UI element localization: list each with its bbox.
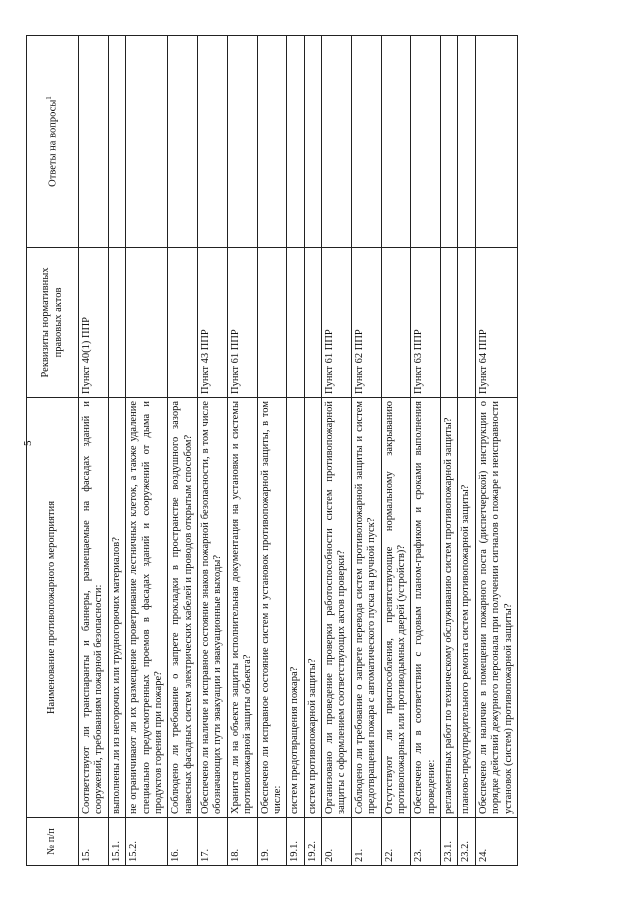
row-reference [108, 248, 125, 398]
row-answer-cell[interactable] [287, 36, 304, 248]
table-row [126, 36, 168, 866]
header-answers [27, 36, 79, 248]
row-reference: Пункт 64 ППР [475, 248, 517, 398]
header-name: Наименование противопожарного мероприятия [27, 398, 79, 818]
table-row [351, 36, 381, 866]
row-measure-text: Соблюдено ли требование о запрете прокладки в пространстве воздушного зазора навесных фасадных систем электрических кабелей и проводов открытым способом? [168, 398, 198, 818]
row-answer-cell[interactable] [475, 36, 517, 248]
row-reference [126, 248, 168, 398]
rotated-table-container [26, 36, 606, 866]
table-row [304, 36, 321, 866]
row-measure-text: планово-предупредительного ремонта систем противопожарной защиты? [458, 398, 475, 818]
row-answer-cell[interactable] [108, 36, 125, 248]
row-reference: Пункт 61 ППР [227, 248, 257, 398]
row-number: 16. [168, 818, 198, 866]
header-ref: Реквизиты нормативных правовых актов [27, 248, 79, 398]
row-answer-cell[interactable] [227, 36, 257, 248]
row-number: 15. [79, 818, 109, 866]
table-row [198, 36, 228, 866]
row-number: 22. [381, 818, 411, 866]
row-measure-text: систем противопожарной защиты? [304, 398, 321, 818]
header-num: № п/п [27, 818, 79, 866]
row-number: 23. [411, 818, 441, 866]
row-reference [287, 248, 304, 398]
row-measure-text: Хранится ли на объекте защиты исполнительная документация на установки и системы противопожарной защиты объекта? [227, 398, 257, 818]
row-reference: Пункт 63 ППР [411, 248, 441, 398]
row-measure-text: Обеспечено ли исправное состояние систем и установок противопожарной защиты, в том числе: [257, 398, 287, 818]
row-answer-cell[interactable] [126, 36, 168, 248]
row-measure-text: не ограничивают ли их размещение проветривание лестничных клеток, а также удаление специально предусмотренных проемов в фасадах зданий и сооружений от дыма и продуктов горения при пожаре? [126, 398, 168, 818]
row-reference: Пункт 40(1) ППР [79, 248, 109, 398]
row-answer-cell[interactable] [381, 36, 411, 248]
header-answers-label: Ответы на вопросы [47, 99, 59, 187]
row-measure-text: Соблюдено ли требование о запрете перевода систем противопожарной защиты и систем предотвращения пожара с автоматического пуска на ручной пуск? [351, 398, 381, 818]
table-row [475, 36, 517, 866]
table-header-row [27, 36, 79, 866]
row-answer-cell[interactable] [168, 36, 198, 248]
footnote-marker: 1 [45, 96, 54, 100]
row-measure-text: Обеспечено ли наличие в помещении пожарного поста (диспетчерской) инструкции о порядке действий дежурного персонала при получении сигналов о пожаре и неисправности установок (систем) противопожарной защиты? [475, 398, 517, 818]
table-row [411, 36, 441, 866]
row-number: 18. [227, 818, 257, 866]
table-row [257, 36, 287, 866]
table-row [227, 36, 257, 866]
table-row [79, 36, 109, 866]
row-number: 19.2. [304, 818, 321, 866]
row-answer-cell[interactable] [198, 36, 228, 248]
row-answer-cell[interactable] [322, 36, 352, 248]
row-measure-text: Организовано ли проведение проверки работоспособности систем противопожарной защиты с оформлением соответствующих актов проверки? [322, 398, 352, 818]
row-reference [458, 248, 475, 398]
row-reference: Пункт 43 ППР [198, 248, 228, 398]
table-row [458, 36, 475, 866]
row-answer-cell[interactable] [411, 36, 441, 248]
row-measure-text: систем предотвращения пожара? [287, 398, 304, 818]
row-number: 19. [257, 818, 287, 866]
row-answer-cell[interactable] [304, 36, 321, 248]
row-measure-text: Отсутствуют ли приспособления, препятствующие нормальному закрыванию противопожарных или противодымных дверей (устройств)? [381, 398, 411, 818]
row-answer-cell[interactable] [79, 36, 109, 248]
row-number: 15.2. [126, 818, 168, 866]
row-answer-cell[interactable] [441, 36, 458, 248]
row-reference [304, 248, 321, 398]
table-row [108, 36, 125, 866]
row-reference: Пункт 62 ППР [351, 248, 381, 398]
row-number: 24. [475, 818, 517, 866]
row-number: 15.1. [108, 818, 125, 866]
row-answer-cell[interactable] [257, 36, 287, 248]
row-reference [381, 248, 411, 398]
row-number: 20. [322, 818, 352, 866]
row-reference [168, 248, 198, 398]
checklist-table [26, 35, 518, 866]
row-measure-text: выполнены ли из негорючих или трудногорючих материалов? [108, 398, 125, 818]
row-number: 21. [351, 818, 381, 866]
row-number: 23.2. [458, 818, 475, 866]
row-reference: Пункт 61 ППР [322, 248, 352, 398]
row-reference [441, 248, 458, 398]
row-number: 23.1. [441, 818, 458, 866]
table-row [287, 36, 304, 866]
table-row [441, 36, 458, 866]
table-row [381, 36, 411, 866]
row-answer-cell[interactable] [351, 36, 381, 248]
page-number: 5 [22, 440, 34, 446]
row-measure-text: Соответствуют ли транспаранты и баннеры, размещаемые на фасадах зданий и сооружений, требованиям пожарной безопасности: [79, 398, 109, 818]
row-measure-text: Обеспечено ли в соответствии с годовым планом-графиком и сроками выполнения проведение: [411, 398, 441, 818]
row-number: 17. [198, 818, 228, 866]
row-measure-text: Обеспечено ли наличие и исправное состояние знаков пожарной безопасности, в том числе обозначающих пути эвакуации и эвакуационные выходы? [198, 398, 228, 818]
row-answer-cell[interactable] [458, 36, 475, 248]
row-measure-text: регламентных работ по техническому обслуживанию систем противопожарной защиты? [441, 398, 458, 818]
row-number: 19.1. [287, 818, 304, 866]
row-reference [257, 248, 287, 398]
table-row [322, 36, 352, 866]
table-row [168, 36, 198, 866]
